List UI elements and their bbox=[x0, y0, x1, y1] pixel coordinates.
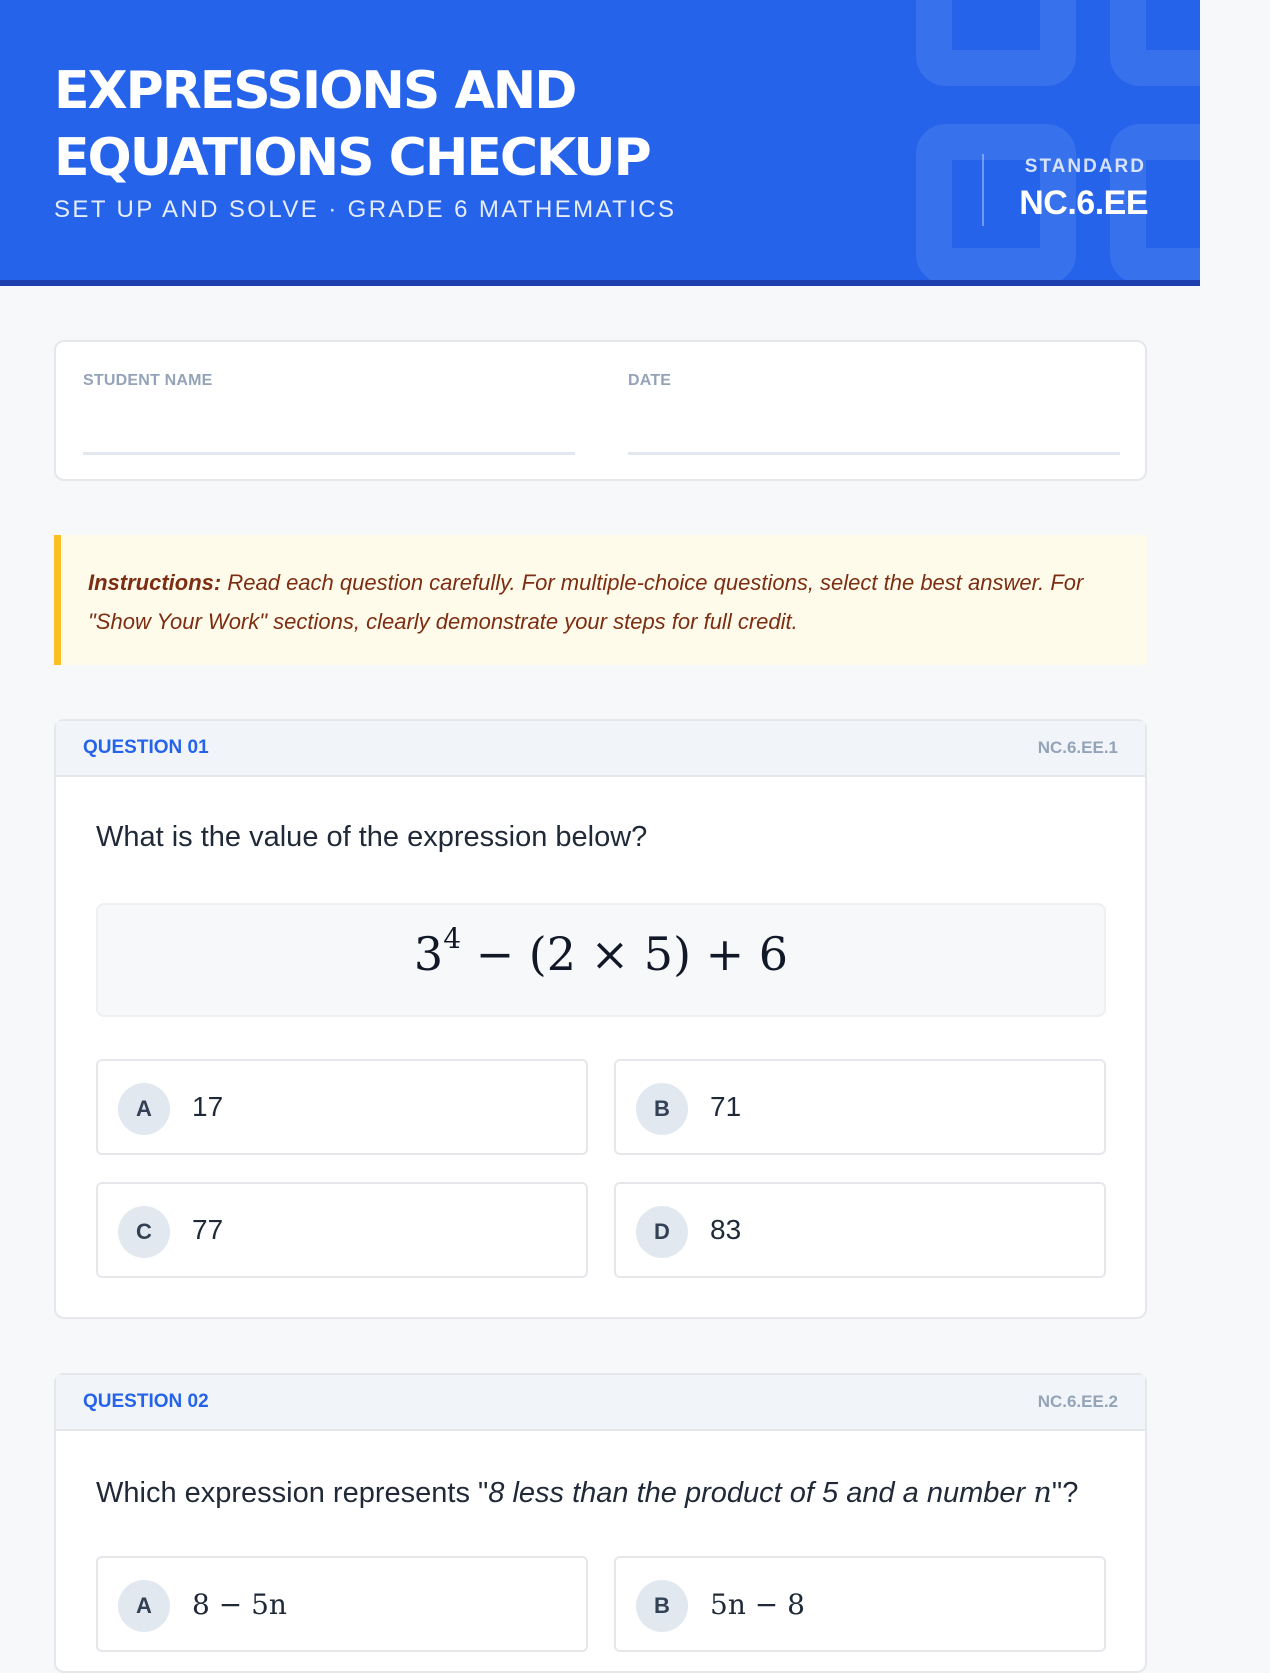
question-header bbox=[56, 721, 1145, 777]
option-letter-badge: A bbox=[118, 1083, 170, 1135]
page-header bbox=[0, 0, 1200, 286]
answer-option-b[interactable] bbox=[614, 1556, 1106, 1652]
header-bottom-border bbox=[0, 280, 1200, 286]
standard-label: STANDARD bbox=[1024, 156, 1146, 177]
question-standard: NC.6.EE.1 bbox=[1037, 738, 1118, 757]
question-number: QUESTION 01 bbox=[83, 737, 209, 758]
answer-option-a[interactable] bbox=[96, 1556, 588, 1652]
option-value: 83 bbox=[710, 1214, 742, 1245]
prompt-italic: 8 less than the product of 5 and a number bbox=[488, 1477, 1034, 1509]
standard-code: NC.6.EE bbox=[1019, 184, 1148, 222]
answer-option-c[interactable] bbox=[96, 1182, 588, 1278]
standard-divider bbox=[982, 154, 984, 226]
question-card-2 bbox=[54, 1373, 1147, 1673]
option-letter-badge: C bbox=[118, 1206, 170, 1258]
prompt-variable: n bbox=[1033, 1475, 1052, 1509]
option-value: 8 − 5n bbox=[192, 1588, 287, 1621]
option-value: 71 bbox=[710, 1091, 742, 1122]
option-value: 77 bbox=[192, 1214, 224, 1245]
option-letter-badge: B bbox=[636, 1580, 688, 1632]
question-prompt bbox=[96, 1475, 1078, 1510]
option-letter-badge: A bbox=[118, 1580, 170, 1632]
decorative-square bbox=[1110, 0, 1270, 86]
title-line-2: EQUATIONS CHECKUP bbox=[54, 128, 650, 188]
student-info-card bbox=[54, 340, 1147, 481]
instructions-lead: Instructions: bbox=[88, 570, 222, 595]
expression-box bbox=[96, 903, 1106, 1017]
answer-option-b[interactable] bbox=[614, 1059, 1106, 1155]
answer-option-d[interactable] bbox=[614, 1182, 1106, 1278]
student-name-field[interactable] bbox=[83, 452, 575, 455]
option-value: 5n − 8 bbox=[710, 1588, 805, 1621]
answer-option-a[interactable] bbox=[96, 1059, 588, 1155]
date-field[interactable] bbox=[628, 452, 1120, 455]
option-letter-badge: D bbox=[636, 1206, 688, 1258]
question-number: QUESTION 02 bbox=[83, 1391, 209, 1412]
question-card-1 bbox=[54, 719, 1147, 1319]
expression-rest: − (2 × 5) + 6 bbox=[461, 927, 789, 981]
prompt-end: "? bbox=[1051, 1477, 1079, 1509]
title-line-1: EXPRESSIONS AND bbox=[54, 61, 576, 121]
option-letter-badge: B bbox=[636, 1083, 688, 1135]
option-value: 17 bbox=[192, 1091, 224, 1122]
instructions-text: Read each question carefully. For multiple-choice questions, select the best answer. For "Show Your Work" sections, clearly demonstrate your steps for full credit. bbox=[88, 570, 1084, 634]
page-subtitle: SET UP AND SOLVE · GRADE 6 MATHEMATICS bbox=[54, 196, 677, 223]
prompt-start: Which expression represents " bbox=[96, 1477, 489, 1509]
student-name-label: STUDENT NAME bbox=[83, 372, 213, 389]
instructions-callout bbox=[54, 535, 1147, 665]
question-standard: NC.6.EE.2 bbox=[1037, 1392, 1118, 1411]
expression-base: 3 bbox=[413, 927, 444, 981]
question-prompt: What is the value of the expression below? bbox=[96, 821, 648, 853]
date-label: DATE bbox=[628, 372, 672, 389]
math-expression bbox=[98, 921, 1104, 981]
question-header bbox=[56, 1375, 1145, 1431]
page-title bbox=[54, 58, 874, 192]
expression-exponent: 4 bbox=[443, 921, 462, 955]
decorative-square bbox=[916, 0, 1076, 86]
